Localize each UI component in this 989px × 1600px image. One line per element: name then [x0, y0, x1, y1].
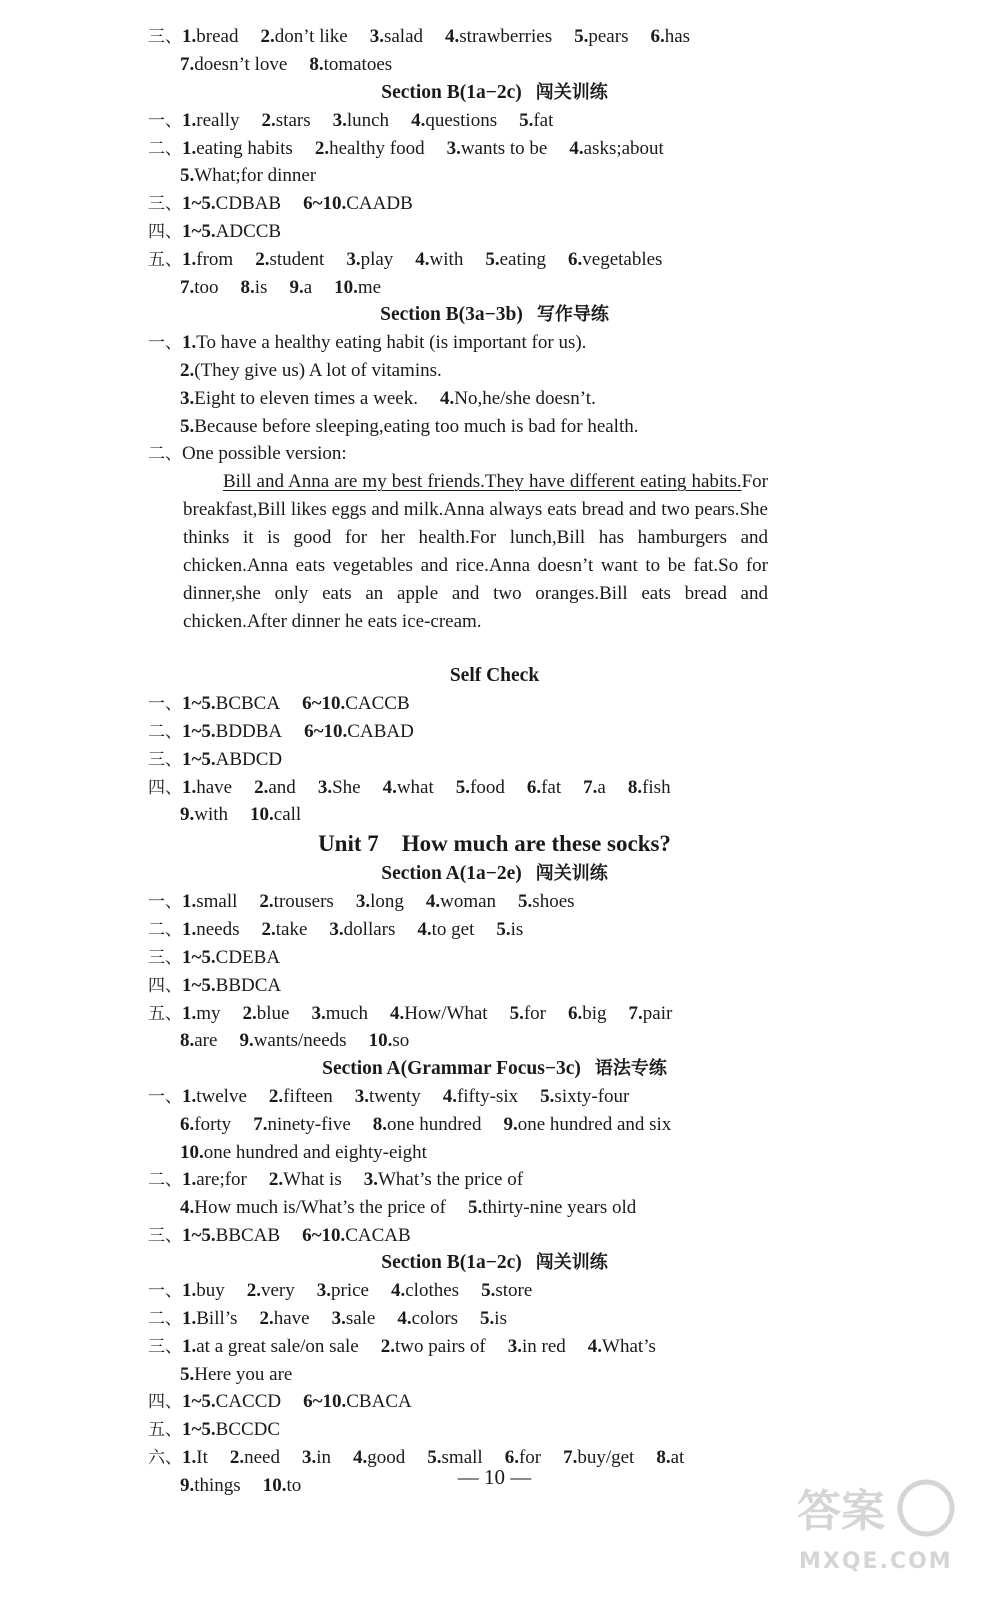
answer-line	[148, 973, 303, 999]
answer-item: 2.fifteen	[268, 1086, 333, 1107]
answer-line	[180, 1028, 431, 1054]
answer-item: 2.take	[261, 919, 308, 940]
answer-item: 1~5.BBCAB	[182, 1225, 281, 1246]
answer-line	[180, 1362, 314, 1388]
answer-line	[180, 1195, 658, 1221]
answer-item: 7.pair	[628, 1003, 673, 1024]
section-marker: 二、	[148, 722, 182, 742]
answer-item: 5.pears	[574, 26, 629, 47]
answer-item: 1~5.ADCCB	[182, 221, 282, 242]
answer-item: 2.need	[229, 1447, 280, 1468]
answer-item: 2.very	[246, 1280, 295, 1301]
answer-item: 3.What’s the price of	[363, 1169, 524, 1190]
section-marker: 二、	[148, 920, 182, 940]
answer-item: 10.call	[250, 804, 302, 825]
answer-line	[180, 358, 464, 384]
answer-item: 3.dollars	[329, 919, 396, 940]
answer-item: 10.one hundred and eighty-eight	[180, 1142, 427, 1163]
answer-item: 6.fat	[526, 777, 562, 798]
answer-line	[148, 1334, 678, 1360]
answer-item: 6~10.CBACA	[303, 1391, 412, 1412]
section-marker: 四、	[148, 778, 182, 798]
answer-item: 2.(They give us) A lot of vitamins.	[180, 360, 442, 381]
answer-line	[180, 386, 618, 412]
answer-item: 1.eating habits	[182, 138, 293, 159]
answer-line	[180, 163, 338, 189]
answer-line	[148, 108, 575, 134]
answer-item: 1.really	[182, 110, 240, 131]
answer-item: 4.good	[353, 1447, 406, 1468]
section-marker: 五、	[148, 1004, 182, 1024]
answer-item: 5.eating	[485, 249, 547, 270]
section-marker: 三、	[148, 948, 182, 968]
answer-line	[180, 275, 403, 301]
answer-line	[148, 1389, 434, 1415]
section-heading: Section A(Grammar Focus−3c) 语法专练	[322, 1058, 667, 1079]
answer-item: 2.healthy food	[314, 138, 425, 159]
answer-item: 6.has	[650, 26, 691, 47]
answer-item: 5.thirty-nine years old	[467, 1197, 637, 1218]
answer-item: 6.big	[568, 1003, 607, 1024]
section-marker: 三、	[148, 1337, 182, 1357]
answer-item: 1.small	[182, 891, 238, 912]
answer-item: 8.fish	[627, 777, 671, 798]
answer-item: 5.Because before sleeping,eating too much is bad for health.	[180, 416, 639, 437]
answer-item: 6.forty	[180, 1114, 232, 1135]
section-marker: 一、	[148, 892, 182, 912]
answer-line	[148, 247, 684, 273]
answer-item: 1.Bill’s	[182, 1308, 238, 1329]
answer-item: 1.needs	[182, 919, 240, 940]
answer-item: 3.wants to be	[446, 138, 548, 159]
answer-item: 4.with	[415, 249, 464, 270]
section-marker: 三、	[148, 1226, 182, 1246]
section-marker: 一、	[148, 333, 182, 353]
answer-item: 1.my	[182, 1003, 221, 1024]
answer-item: 10.to	[262, 1475, 302, 1496]
answer-line	[148, 1306, 529, 1332]
answer-line	[148, 1084, 651, 1110]
answer-item: 3.long	[355, 891, 404, 912]
answer-item: 3.She	[317, 777, 361, 798]
section-heading: Self Check	[449, 665, 540, 686]
answer-line	[148, 1167, 545, 1193]
section-marker: 三、	[148, 194, 182, 214]
section-heading: Section A(1a−2e) 闯关训练	[381, 863, 608, 884]
answer-item: 1~5.BCBCA	[182, 693, 281, 714]
answer-item: 3.in red	[507, 1336, 566, 1357]
svg-text:答案: 答案	[797, 1486, 885, 1537]
answer-line	[148, 1278, 554, 1304]
answer-item: 9.with	[180, 804, 229, 825]
answer-item: 1~5.CDEBA	[182, 947, 281, 968]
answer-item: 9.a	[289, 277, 313, 298]
answer-item: 8.tomatoes	[309, 54, 393, 75]
answer-item: 1.from	[182, 249, 234, 270]
answer-item: 8.at	[656, 1447, 685, 1468]
section-marker: 一、	[148, 694, 182, 714]
answer-item: 1.have	[182, 777, 233, 798]
section-marker: 一、	[148, 1281, 182, 1301]
answer-item: 3.sale	[331, 1308, 376, 1329]
answer-item: 5.sixty-four	[540, 1086, 630, 1107]
section-heading: Section B(3a−3b) 写作导练	[380, 304, 609, 325]
answer-line	[148, 691, 432, 717]
answer-item: 5.is	[496, 919, 524, 940]
answer-item: 1.To have a healthy eating habit (is important for us).	[182, 332, 587, 353]
answer-line	[148, 747, 304, 773]
answer-item: 6.vegetables	[568, 249, 663, 270]
section-marker: 二、	[148, 1309, 182, 1329]
answer-item: 5.for	[509, 1003, 546, 1024]
answer-item: 4.asks;about	[569, 138, 664, 159]
page-number: — 10 —	[457, 1465, 532, 1489]
answer-line	[180, 52, 414, 78]
section-marker: 三、	[148, 27, 182, 47]
answer-item: 3.salad	[369, 26, 424, 47]
answer-item: 3.Eight to eleven times a week.	[180, 388, 418, 409]
section-marker: 二、	[148, 444, 182, 464]
answer-item: 6~10.CABAD	[304, 721, 414, 742]
answer-item: 4.How much is/What’s the price of	[180, 1197, 446, 1218]
answer-item: 3.twenty	[354, 1086, 421, 1107]
answer-item: 2.and	[254, 777, 296, 798]
answer-line	[148, 775, 693, 801]
answer-item: 2.blue	[242, 1003, 290, 1024]
answer-item: 4.What’s	[587, 1336, 656, 1357]
answer-item: 4.colors	[397, 1308, 459, 1329]
answer-item: 1.twelve	[182, 1086, 247, 1107]
answer-line	[148, 889, 597, 915]
answer-item: 4.clothes	[391, 1280, 460, 1301]
answer-line	[180, 414, 661, 440]
answer-item: 10.me	[334, 277, 382, 298]
answer-item: 6~10.CACAB	[302, 1225, 411, 1246]
svg-text:MXQE.COM: MXQE.COM	[799, 1549, 953, 1574]
watermark-logo	[791, 1468, 961, 1578]
section-marker: 二、	[148, 1170, 182, 1190]
section-marker: 一、	[148, 1087, 182, 1107]
answer-item: 7.too	[180, 277, 219, 298]
answer-item: 2.student	[255, 249, 325, 270]
answer-item: 1~5.BBDCA	[182, 975, 282, 996]
answer-item: 5.Here you are	[180, 1364, 293, 1385]
answer-item: 1~5.BDDBA	[182, 721, 283, 742]
answer-item: 10.so	[368, 1030, 410, 1051]
answer-item: 5.store	[481, 1280, 533, 1301]
answer-item: 5.food	[455, 777, 505, 798]
section-marker: 六、	[148, 1448, 182, 1468]
answer-item: 7.ninety-five	[253, 1114, 351, 1135]
section-marker: 五、	[148, 250, 182, 270]
answer-item: 4.fifty-six	[442, 1086, 519, 1107]
section-marker: 四、	[148, 1392, 182, 1412]
answer-item: 4.questions	[411, 110, 498, 131]
answer-line	[148, 441, 369, 467]
answer-item: 1.are;for	[182, 1169, 247, 1190]
answer-item: 4.strawberries	[445, 26, 553, 47]
section-marker: 五、	[148, 1420, 182, 1440]
section-heading: Section B(1a−2c) 闯关训练	[381, 82, 608, 103]
answer-line	[148, 330, 608, 356]
answer-item: 5.What;for dinner	[180, 165, 317, 186]
answer-item: 1~5.ABDCD	[182, 749, 283, 770]
answer-item: 4.No,he/she doesn’t.	[439, 388, 596, 409]
section-marker: 四、	[148, 976, 182, 996]
answer-item: 6.for	[504, 1447, 542, 1468]
answer-item: One possible version:	[182, 443, 347, 464]
answer-item: 9.things	[180, 1475, 241, 1496]
answer-item: 4.to get	[417, 919, 475, 940]
sample-essay: Bill and Anna are my best friends.They have different eating habits.For breakfast,Bill likes eggs and milk.Anna always eats bread and two pears.She thinks it is good for her health.For lunch,Bill has hamburgers and chicken.Anna eats vegetables and rice.Anna doesn’t want to be fat.So for dinner,she only eats an apple and two oranges.Bill eats bread and chicken.After dinner he eats ice-cream.	[183, 471, 768, 632]
unit-title: Unit 7 How much are these socks?	[318, 831, 671, 856]
answer-item: 1~5.BCCDC	[182, 1419, 281, 1440]
answer-item: 8.one hundred	[372, 1114, 482, 1135]
answer-item: 2.don’t like	[260, 26, 348, 47]
section-marker: 一、	[148, 111, 182, 131]
answer-item: 3.play	[346, 249, 394, 270]
answer-item: 3.lunch	[332, 110, 390, 131]
essay-topic-sentence: Bill and Anna are my best friends.They have different eating habits.	[223, 471, 742, 492]
section-marker: 三、	[148, 750, 182, 770]
answer-line	[148, 191, 435, 217]
answer-line	[148, 136, 686, 162]
answer-item: 3.in	[301, 1447, 332, 1468]
answer-line	[148, 945, 302, 971]
answer-item: 2.stars	[261, 110, 311, 131]
answer-item: 2.trousers	[259, 891, 334, 912]
answer-item: 7.a	[583, 777, 606, 798]
answer-item: 4.How/What	[389, 1003, 488, 1024]
section-heading: Section B(1a−2c) 闯关训练	[381, 1252, 608, 1273]
answer-item: 1.at a great sale/on sale	[182, 1336, 359, 1357]
answer-item: 8.are	[180, 1030, 218, 1051]
answer-item: 5.small	[427, 1447, 483, 1468]
answer-item: 1~5.CACCD	[182, 1391, 282, 1412]
answer-item: 6~10.CAADB	[303, 193, 413, 214]
answer-item: 5.is	[480, 1308, 507, 1329]
answer-item: 5.shoes	[518, 891, 575, 912]
answer-line	[148, 1001, 694, 1027]
answer-item: 5.fat	[519, 110, 554, 131]
answer-line	[180, 1112, 693, 1138]
answer-line	[180, 1140, 449, 1166]
answer-item: 9.one hundred and six	[503, 1114, 672, 1135]
section-marker: 四、	[148, 222, 182, 242]
answer-line	[148, 1417, 302, 1443]
answer-line	[148, 917, 545, 943]
answer-item: 9.wants/needs	[239, 1030, 347, 1051]
answer-item: 2.two pairs of	[380, 1336, 486, 1357]
answer-item: 7.doesn’t love	[180, 54, 288, 75]
answer-item: 2.What is	[268, 1169, 342, 1190]
answer-line	[148, 719, 436, 745]
answer-item: 2.have	[259, 1308, 310, 1329]
answer-item: 6~10.CACCB	[302, 693, 410, 714]
answer-item: 3.price	[316, 1280, 369, 1301]
answer-item: 4.woman	[425, 891, 497, 912]
answer-item: 7.buy/get	[563, 1447, 635, 1468]
answer-item: 1.It	[182, 1447, 208, 1468]
answer-line	[148, 1223, 433, 1249]
answer-item: 4.what	[382, 777, 434, 798]
answer-line	[148, 219, 303, 245]
answer-item: 1.buy	[182, 1280, 225, 1301]
answer-item: 3.much	[311, 1003, 368, 1024]
answer-line	[148, 24, 712, 50]
answer-item: 1~5.CDBAB	[182, 193, 282, 214]
answer-item: 8.is	[240, 277, 268, 298]
answer-item: 1.bread	[182, 26, 239, 47]
section-marker: 二、	[148, 139, 182, 159]
answer-line	[180, 802, 323, 828]
